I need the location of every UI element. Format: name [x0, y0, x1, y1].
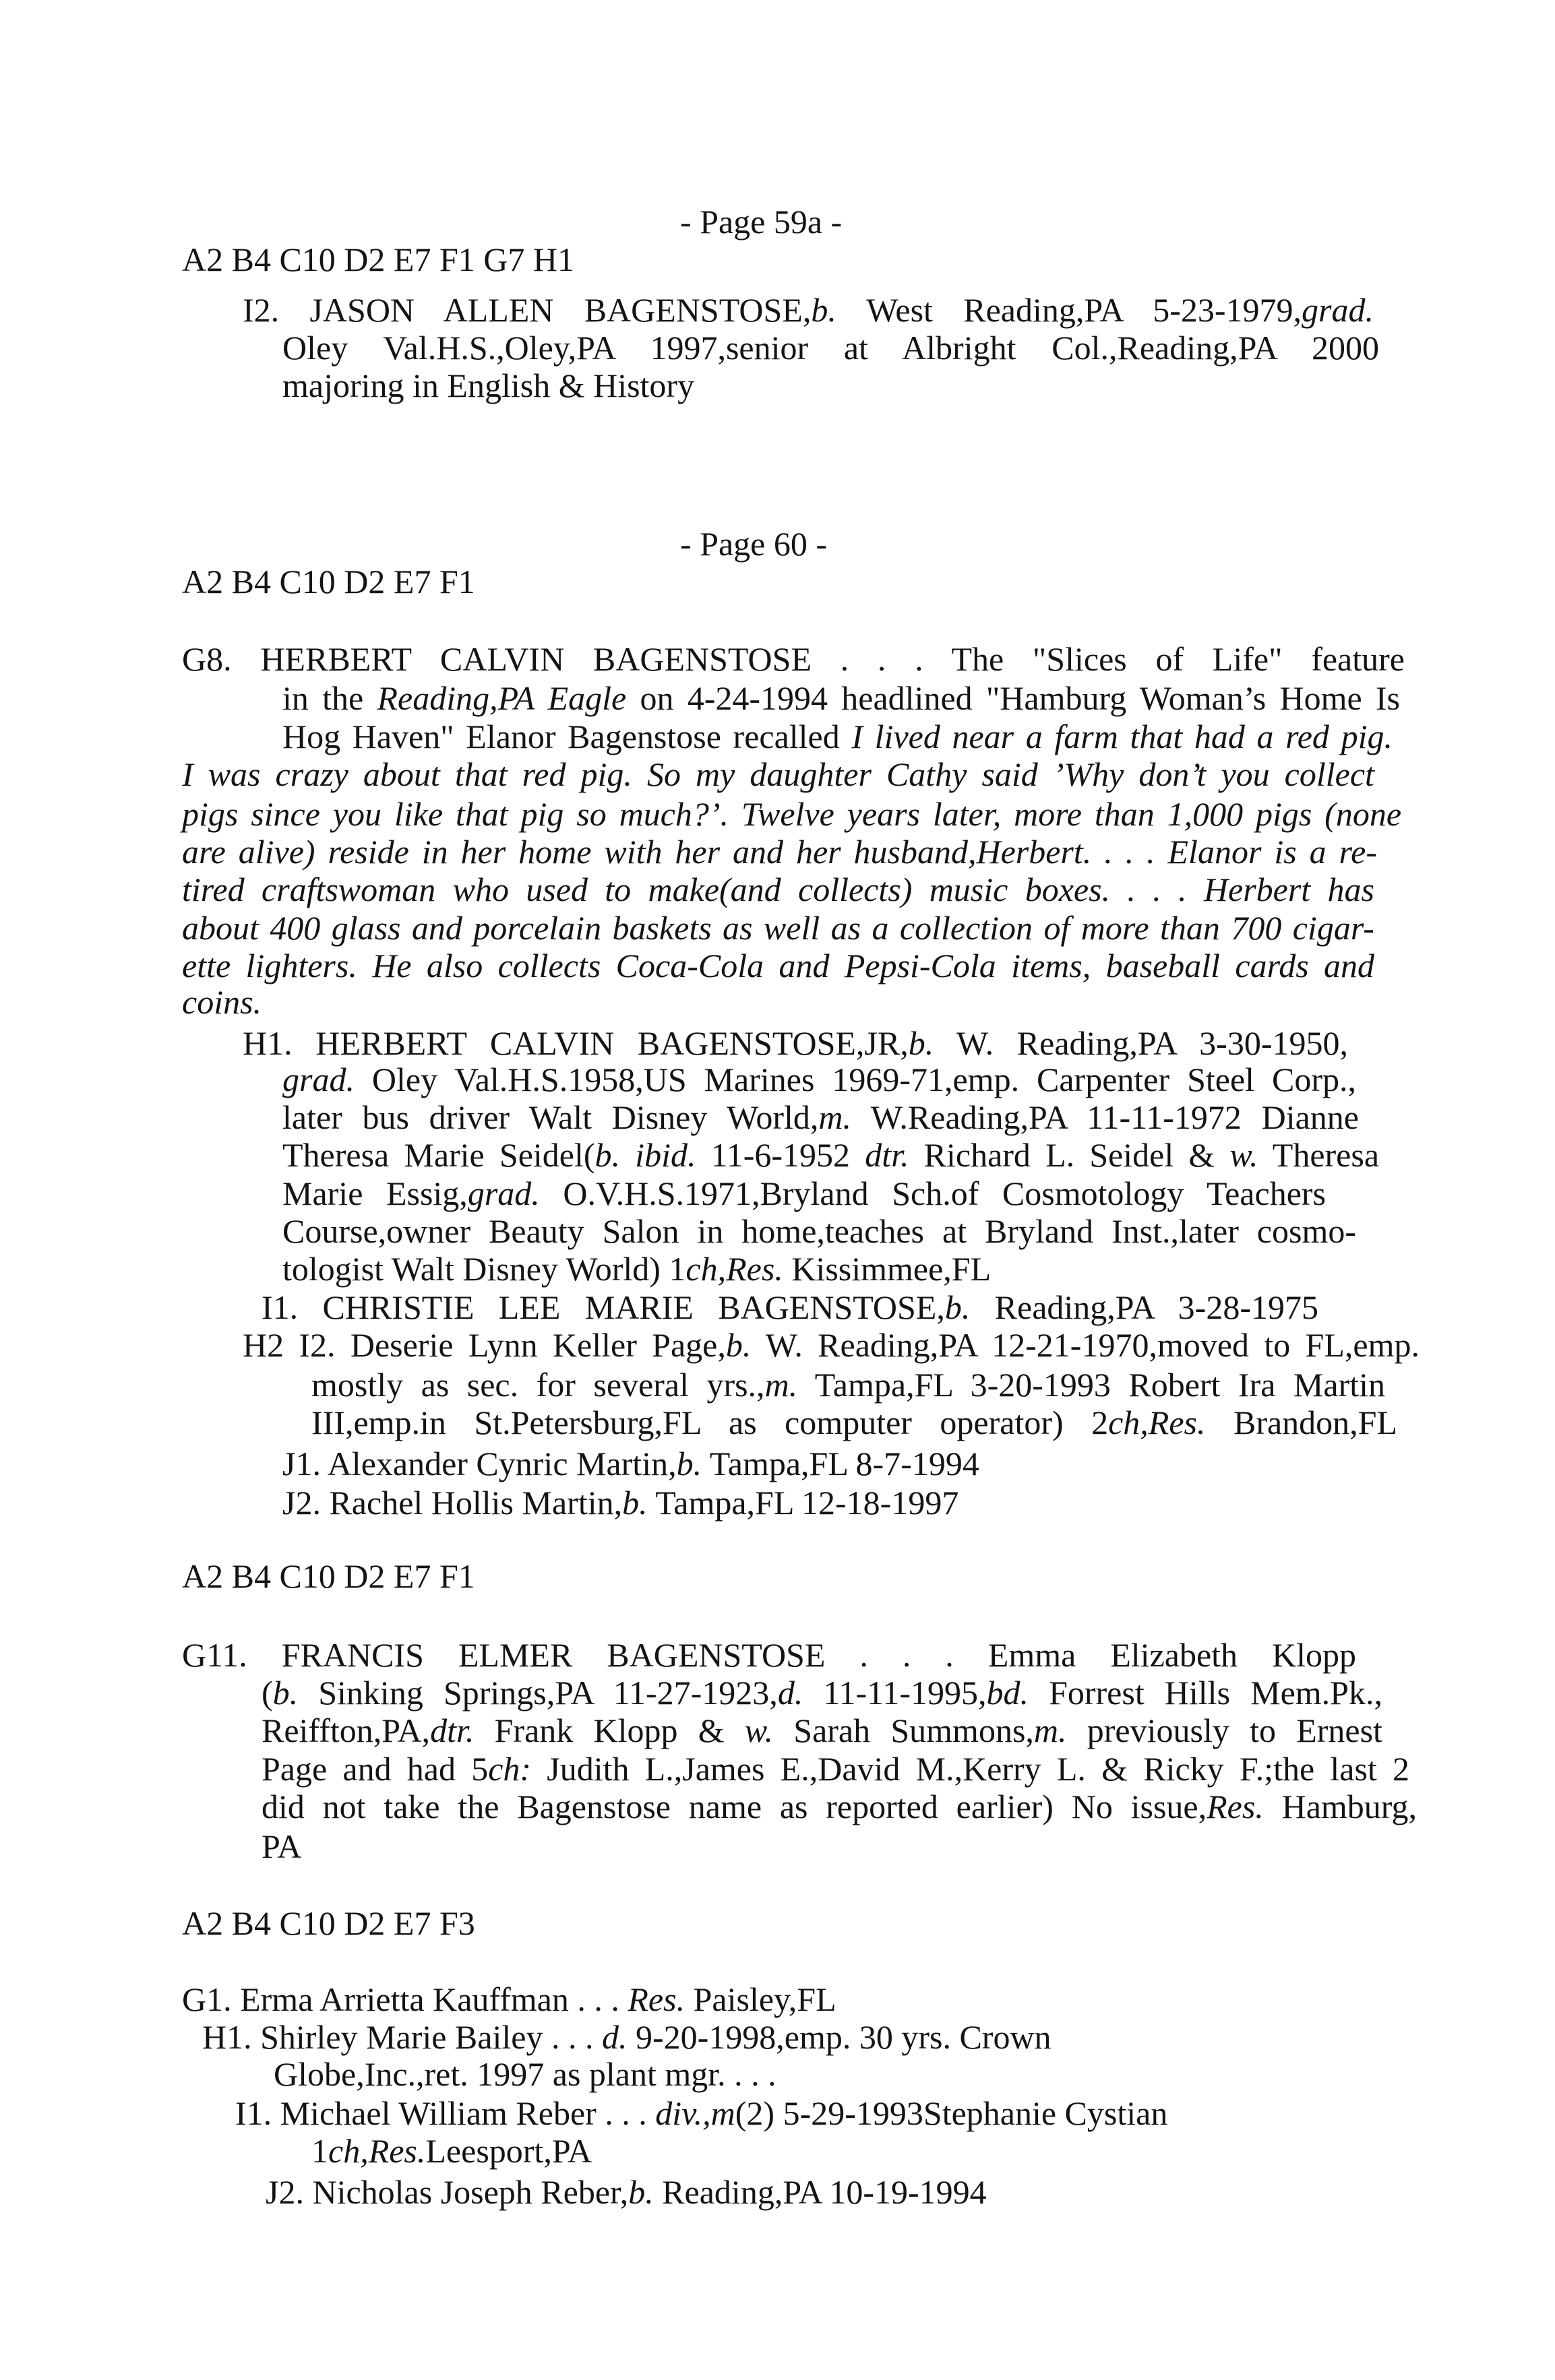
- text-run: Reading,PA 10-19-1994: [653, 2173, 987, 2211]
- text-line: [266, 2174, 987, 2210]
- text-run: on 4-24-1994 headlined "Hamburg Woman’s Home Is: [626, 679, 1401, 717]
- text-line: [262, 1789, 1417, 1824]
- text-run: Forrest Hills Mem.Pk.,: [1028, 1674, 1382, 1712]
- text-run: in the: [282, 679, 377, 717]
- italic-text-run: grad.: [467, 1175, 540, 1212]
- text-line: [282, 1485, 958, 1520]
- text-line: [182, 834, 1377, 869]
- text-line: [243, 292, 1374, 327]
- text-run: West Reading,PA 5-23-1979,: [836, 291, 1302, 329]
- text-run: I2. JASON ALLEN BAGENSTOSE,: [243, 291, 812, 329]
- text-run: did not take the Bagenstose name as reported earlier) No issue,: [262, 1788, 1207, 1825]
- text-run: A2 B4 C10 D2 E7 F1: [182, 1557, 475, 1595]
- text-line: [235, 2096, 1167, 2131]
- text-line: [282, 1176, 1326, 1211]
- text-run: Frank Klopp &: [474, 1712, 745, 1749]
- text-run: Tampa,FL 12-18-1997: [647, 1484, 959, 1522]
- italic-text-run: are alive) reside in her home with her and her husband,Herbert. . . . Elanor is a re-: [182, 833, 1377, 871]
- italic-text-run: b.: [944, 1288, 971, 1326]
- italic-text-run: d.: [777, 1674, 803, 1712]
- text-line: [182, 984, 262, 1020]
- text-run: W.Reading,PA 11-11-1972 Dianne: [851, 1098, 1359, 1136]
- text-run: PA: [262, 1827, 302, 1865]
- text-line: [282, 368, 694, 403]
- text-run: H2 I2. Deserie Lynn Keller Page,: [243, 1326, 726, 1364]
- italic-text-run: about 400 glass and porcelain baskets as well as a collection of more than 700 cigar-: [182, 909, 1374, 947]
- text-run: H1. Shirley Marie Bailey . . .: [202, 2018, 602, 2056]
- text-run: A2 B4 C10 D2 E7 F1 G7 H1: [182, 241, 574, 278]
- text-line: [282, 1137, 1379, 1172]
- text-run: III,emp.in St.Petersburg,FL as computer operator) 2: [311, 1404, 1109, 1441]
- text-line: [262, 1751, 1409, 1786]
- text-line: [262, 1829, 301, 1864]
- text-line: [182, 1982, 836, 2017]
- italic-text-run: I lived near a farm that had a red pig.: [851, 718, 1393, 755]
- text-run: A2 B4 C10 D2 E7 F3: [182, 1904, 475, 1942]
- text-run: G8. HERBERT CALVIN BAGENSTOSE . . . The "Slices of Life" feature: [182, 640, 1405, 678]
- italic-text-run: div.,m: [655, 2094, 735, 2132]
- text-run: 11-6-1952: [696, 1136, 865, 1174]
- text-run: Brandon,FL: [1205, 1404, 1398, 1441]
- text-run: 1: [311, 2132, 328, 2170]
- text-run: Sinking Springs,PA 11-27-1923,: [298, 1674, 778, 1712]
- italic-text-run: I was crazy about that red pig. So my daughter Cathy said ’Why don’t you collect: [182, 755, 1374, 793]
- text-run: Theresa Marie Seidel(: [282, 1136, 595, 1174]
- italic-text-run: bd.: [986, 1674, 1029, 1712]
- text-run: Reading,PA 3-28-1975: [970, 1288, 1318, 1326]
- italic-text-run: w.: [1229, 1136, 1258, 1174]
- text-run: Tampa,FL 3-20-1993 Robert Ira Martin: [797, 1366, 1386, 1404]
- lineage-code: [182, 564, 475, 599]
- text-line: [182, 948, 1374, 983]
- italic-text-run: b. ibid.: [594, 1136, 696, 1174]
- italic-text-run: ette lighters. He also collects Coca-Cola and Pepsi-Cola items, baseball cards and: [182, 947, 1375, 984]
- text-line: [182, 641, 1405, 677]
- text-run: I1. CHRISTIE LEE MARIE BAGENSTOSE,: [262, 1288, 945, 1326]
- text-run: H1. HERBERT CALVIN BAGENSTOSE,JR,: [243, 1024, 909, 1062]
- text-line: [311, 1367, 1385, 1402]
- page-number-heading: [680, 526, 827, 561]
- text-run: Reiffton,PA,: [262, 1712, 431, 1749]
- text-run: (2) 5-29-1993Stephanie Cystian: [735, 2094, 1168, 2132]
- text-line: [282, 681, 1400, 716]
- text-line: [182, 796, 1401, 832]
- text-line: [243, 1026, 1348, 1061]
- text-run: A2 B4 C10 D2 E7 F1: [182, 563, 475, 600]
- text-line: [282, 1214, 1356, 1249]
- text-run: Richard L. Seidel &: [909, 1136, 1230, 1174]
- italic-text-run: pigs since you like that pig so much?’. Twelve years later, more than 1,000 pigs (none: [182, 795, 1402, 833]
- lineage-code: [182, 242, 574, 277]
- text-run: Hamburg,: [1263, 1788, 1417, 1825]
- italic-text-run: Res.: [1207, 1788, 1264, 1825]
- text-run: later bus driver Walt Disney World,: [282, 1098, 819, 1136]
- text-line: [311, 2133, 592, 2168]
- text-line: [311, 1405, 1397, 1440]
- text-run: majoring in English & History: [282, 367, 695, 404]
- italic-text-run: coins.: [182, 983, 262, 1021]
- text-run: Tampa,FL 8-7-1994: [702, 1445, 979, 1482]
- text-line: [182, 757, 1374, 792]
- italic-text-run: ch,Res.: [1108, 1404, 1206, 1441]
- text-run: Page and had 5: [262, 1750, 489, 1788]
- text-run: (: [262, 1674, 273, 1712]
- text-run: Oley Val.H.S.1958,US Marines 1969-71,emp. Carpenter Steel Corp.,: [354, 1061, 1356, 1098]
- page-number-heading: [680, 204, 842, 239]
- italic-text-run: Reading,PA Eagle: [377, 679, 627, 717]
- text-run: W. Reading,PA 3-30-1950,: [934, 1024, 1348, 1062]
- text-run: Theresa: [1258, 1136, 1380, 1174]
- text-run: W. Reading,PA 12-21-1970,moved to FL,emp.: [751, 1326, 1420, 1364]
- italic-text-run: b.: [622, 1484, 648, 1522]
- italic-text-run: dtr.: [430, 1712, 475, 1749]
- text-run: Leesport,PA: [425, 2132, 592, 2170]
- italic-text-run: b.: [272, 1674, 299, 1712]
- text-run: G11. FRANCIS ELMER BAGENSTOSE . . . Emma Elizabeth Klopp: [182, 1636, 1357, 1674]
- text-line: [282, 1446, 979, 1481]
- italic-text-run: tired craftswoman who used to make(and collects) music boxes. . . . Herbert has: [182, 871, 1374, 908]
- text-run: - Page 60 -: [680, 525, 827, 563]
- italic-text-run: b.: [725, 1326, 752, 1364]
- text-run: - Page 59a -: [680, 203, 843, 241]
- text-line: [282, 330, 1379, 365]
- italic-text-run: dtr.: [865, 1136, 909, 1174]
- text-line: [282, 1251, 991, 1286]
- text-run: Sarah Summons,: [773, 1712, 1034, 1749]
- italic-text-run: b.: [676, 1445, 702, 1482]
- text-run: previously to Ernest: [1066, 1712, 1382, 1749]
- italic-text-run: b.: [908, 1024, 934, 1062]
- text-run: Marie Essig,: [282, 1175, 468, 1212]
- text-run: Kissimmee,FL: [783, 1250, 992, 1288]
- text-line: [182, 872, 1374, 907]
- italic-text-run: b.: [628, 2173, 654, 2211]
- italic-text-run: b.: [811, 291, 836, 329]
- text-line: [182, 1637, 1356, 1672]
- italic-text-run: d.: [601, 2018, 628, 2056]
- italic-text-run: m.: [818, 1098, 852, 1136]
- italic-text-run: w.: [744, 1712, 774, 1749]
- lineage-code: [182, 1906, 475, 1941]
- text-line: [182, 910, 1374, 945]
- text-run: Oley Val.H.S.,Oley,PA 1997,senior at Albright Col.,Reading,PA 2000: [282, 329, 1379, 367]
- italic-text-run: ch,Res.: [685, 1250, 783, 1288]
- italic-text-run: Res.: [628, 1980, 685, 2018]
- text-line: [262, 1675, 1382, 1710]
- italic-text-run: ch:: [488, 1750, 532, 1788]
- text-run: I1. Michael William Reber . . .: [235, 2094, 656, 2132]
- text-run: Paisley,FL: [685, 1980, 836, 2018]
- text-line: [274, 2057, 776, 2092]
- text-run: J2. Rachel Hollis Martin,: [282, 1484, 623, 1522]
- text-run: Course,owner Beauty Salon in home,teaches at Bryland Inst.,later cosmo-: [282, 1212, 1356, 1250]
- text-line: [262, 1713, 1382, 1748]
- italic-text-run: m.: [1033, 1712, 1067, 1749]
- text-run: 11-11-1995,: [803, 1674, 987, 1712]
- text-line: [282, 719, 1393, 754]
- text-run: Judith L.,James E.,David M.,Kerry L. & Ricky F.;the last 2: [531, 1750, 1410, 1788]
- text-run: J1. Alexander Cynric Martin,: [282, 1445, 677, 1482]
- italic-text-run: grad.: [1302, 291, 1374, 329]
- text-run: mostly as sec. for several yrs.,: [311, 1366, 765, 1404]
- text-line: [282, 1062, 1356, 1097]
- text-run: O.V.H.S.1971,Bryland Sch.of Cosmotology Teachers: [539, 1175, 1326, 1212]
- text-run: J2. Nicholas Joseph Reber,: [266, 2173, 629, 2211]
- text-line: [282, 1100, 1359, 1135]
- text-run: G1. Erma Arrietta Kauffman . . .: [182, 1980, 628, 2018]
- lineage-code: [182, 1559, 475, 1594]
- text-run: Hog Haven" Elanor Bagenstose recalled: [282, 718, 852, 755]
- text-line: [262, 1290, 1318, 1325]
- italic-text-run: grad.: [282, 1061, 355, 1098]
- text-run: 9-20-1998,emp. 30 yrs. Crown: [627, 2018, 1051, 2056]
- text-run: tologist Walt Disney World) 1: [282, 1250, 686, 1288]
- italic-text-run: m.: [764, 1366, 798, 1404]
- italic-text-run: ch,Res.: [328, 2132, 426, 2170]
- text-line: [202, 2019, 1051, 2055]
- text-line: [243, 1327, 1420, 1363]
- text-run: Globe,Inc.,ret. 1997 as plant mgr. . . .: [274, 2055, 776, 2093]
